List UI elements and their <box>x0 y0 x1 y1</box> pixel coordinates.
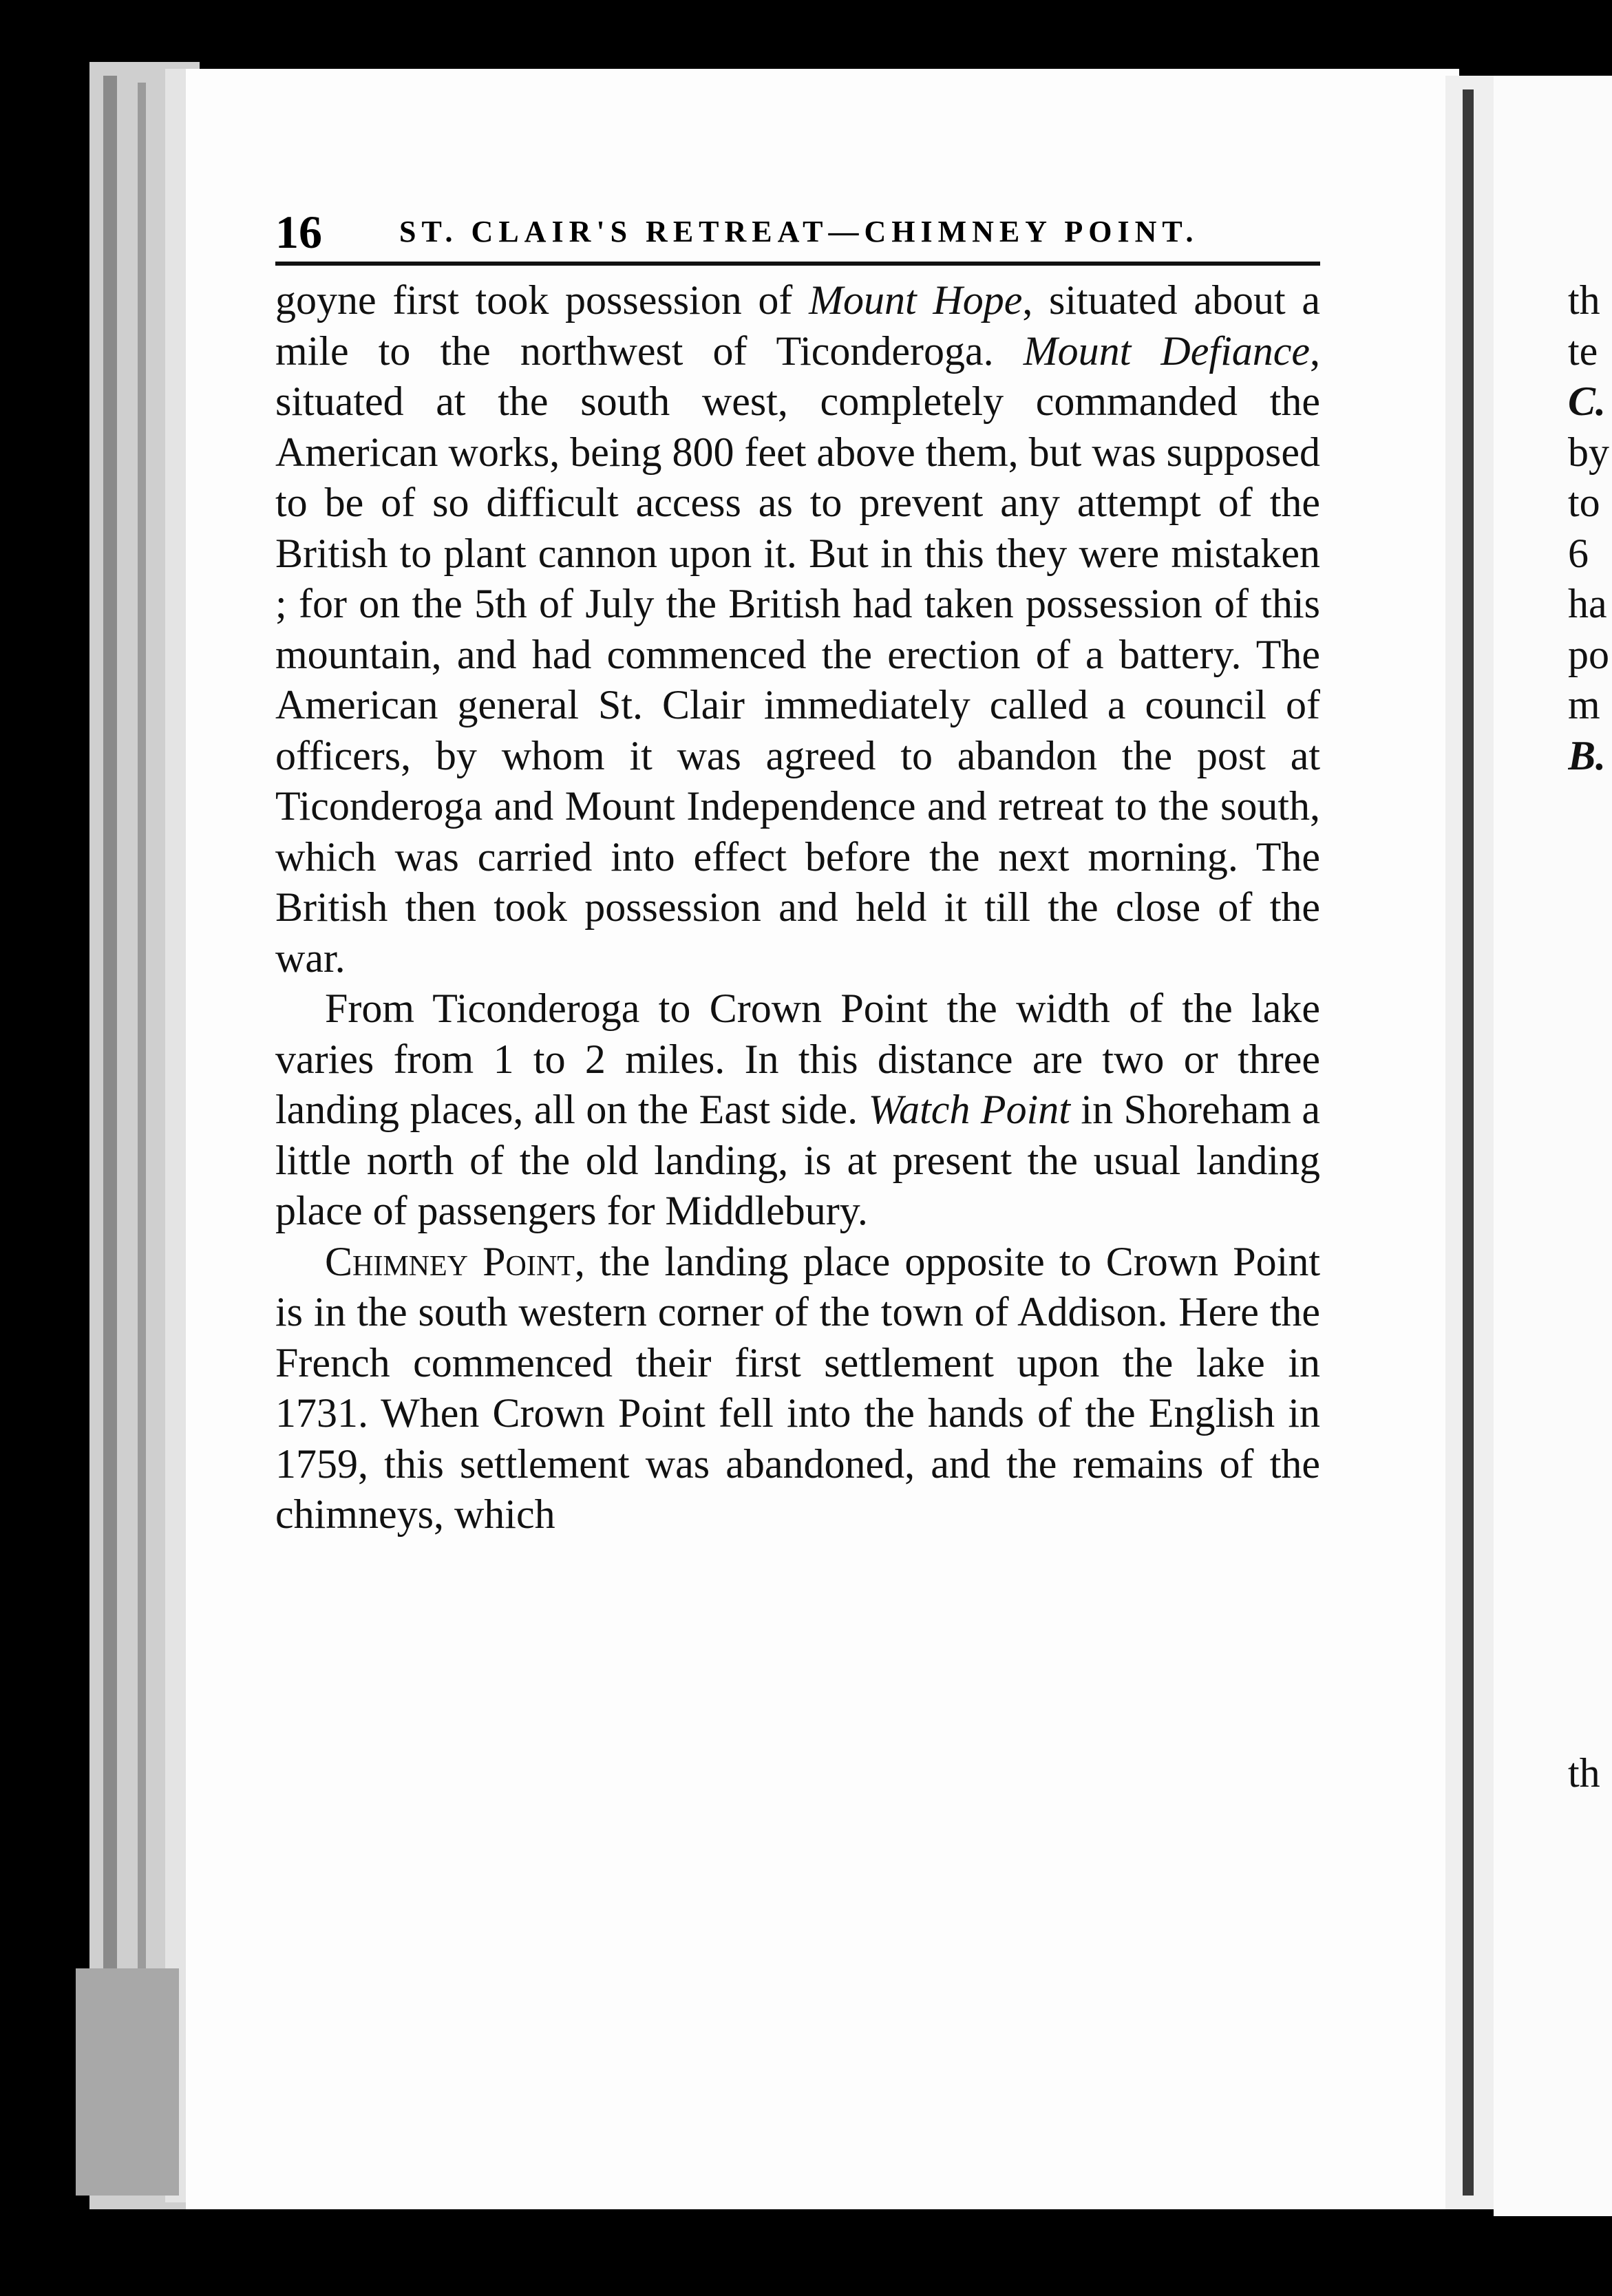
paragraph-1 <box>275 275 1320 984</box>
text-run: in Shoreham a little north of the old landing, is at present the usual landing place of passengers for Middlebury. <box>275 1087 1321 1233</box>
paragraph-2 <box>275 984 1320 1237</box>
text-run: , the landing place opposite to Crown Point is in the south western corner of the town of Addison. Here the French commenced their first settlement upon the lake in 1731. When Crown Point fell into the hands of the English in 1759, this settlement was abandoned, and the remains of the chimneys, which <box>275 1238 1320 1537</box>
italic-place-name: Mount Defiance <box>1023 328 1310 374</box>
text-run: goyne first took possession of <box>275 277 809 323</box>
facing-line: by <box>1568 429 1609 475</box>
smallcaps-place-name: Chimney Point <box>325 1238 575 1284</box>
facing-line: to <box>1568 480 1600 525</box>
page-header <box>275 201 1320 263</box>
paragraph-3 <box>275 1237 1320 1540</box>
facing-line: 6 <box>1568 530 1589 576</box>
text-run: , situated about a mile to the northwest of Ticonderoga. <box>275 277 1320 374</box>
page-number: 16 <box>275 206 322 258</box>
facing-line: ha <box>1568 581 1607 626</box>
facing-page-text <box>1568 275 1612 1858</box>
facing-line: te <box>1568 328 1598 374</box>
italic-place-name: Mount Hope <box>809 277 1023 323</box>
text-run: , situated at the south west, completely commanded the American works, being 800 feet above them, but was supposed to be of so difficult access as to prevent any attempt of the British to plant cannon upon it. But in this they were mistaken ; for on the 5th of July the British had taken possession of this mountain, and had commenced the erection of a battery. The American general St. Clair immediately called a council of officers, by whom it was agreed to abandon the post at Ticonderoga and Mount Independence and retreat to the south, which was carried into effect before the next morning. The British then took possession and held it till the close of the war. <box>275 328 1320 981</box>
facing-line: C. <box>1568 379 1606 424</box>
facing-line: po <box>1568 631 1609 677</box>
italic-place-name: Watch Point <box>868 1087 1070 1132</box>
facing-line: th <box>1568 277 1600 323</box>
facing-line: B. <box>1568 732 1606 778</box>
text-run: From Ticonderoga to Crown Point the width of the lake varies from 1 to 2 miles. In this distance are two or three landing places, all on the East side. <box>275 986 1320 1132</box>
body-text <box>275 275 1320 1540</box>
header-rule <box>275 262 1320 266</box>
running-head: ST. CLAIR'S RETREAT—CHIMNEY POINT. <box>399 215 1199 248</box>
facing-line: m <box>1568 682 1600 727</box>
facing-page-bottom-line: th <box>1568 1750 1600 1796</box>
